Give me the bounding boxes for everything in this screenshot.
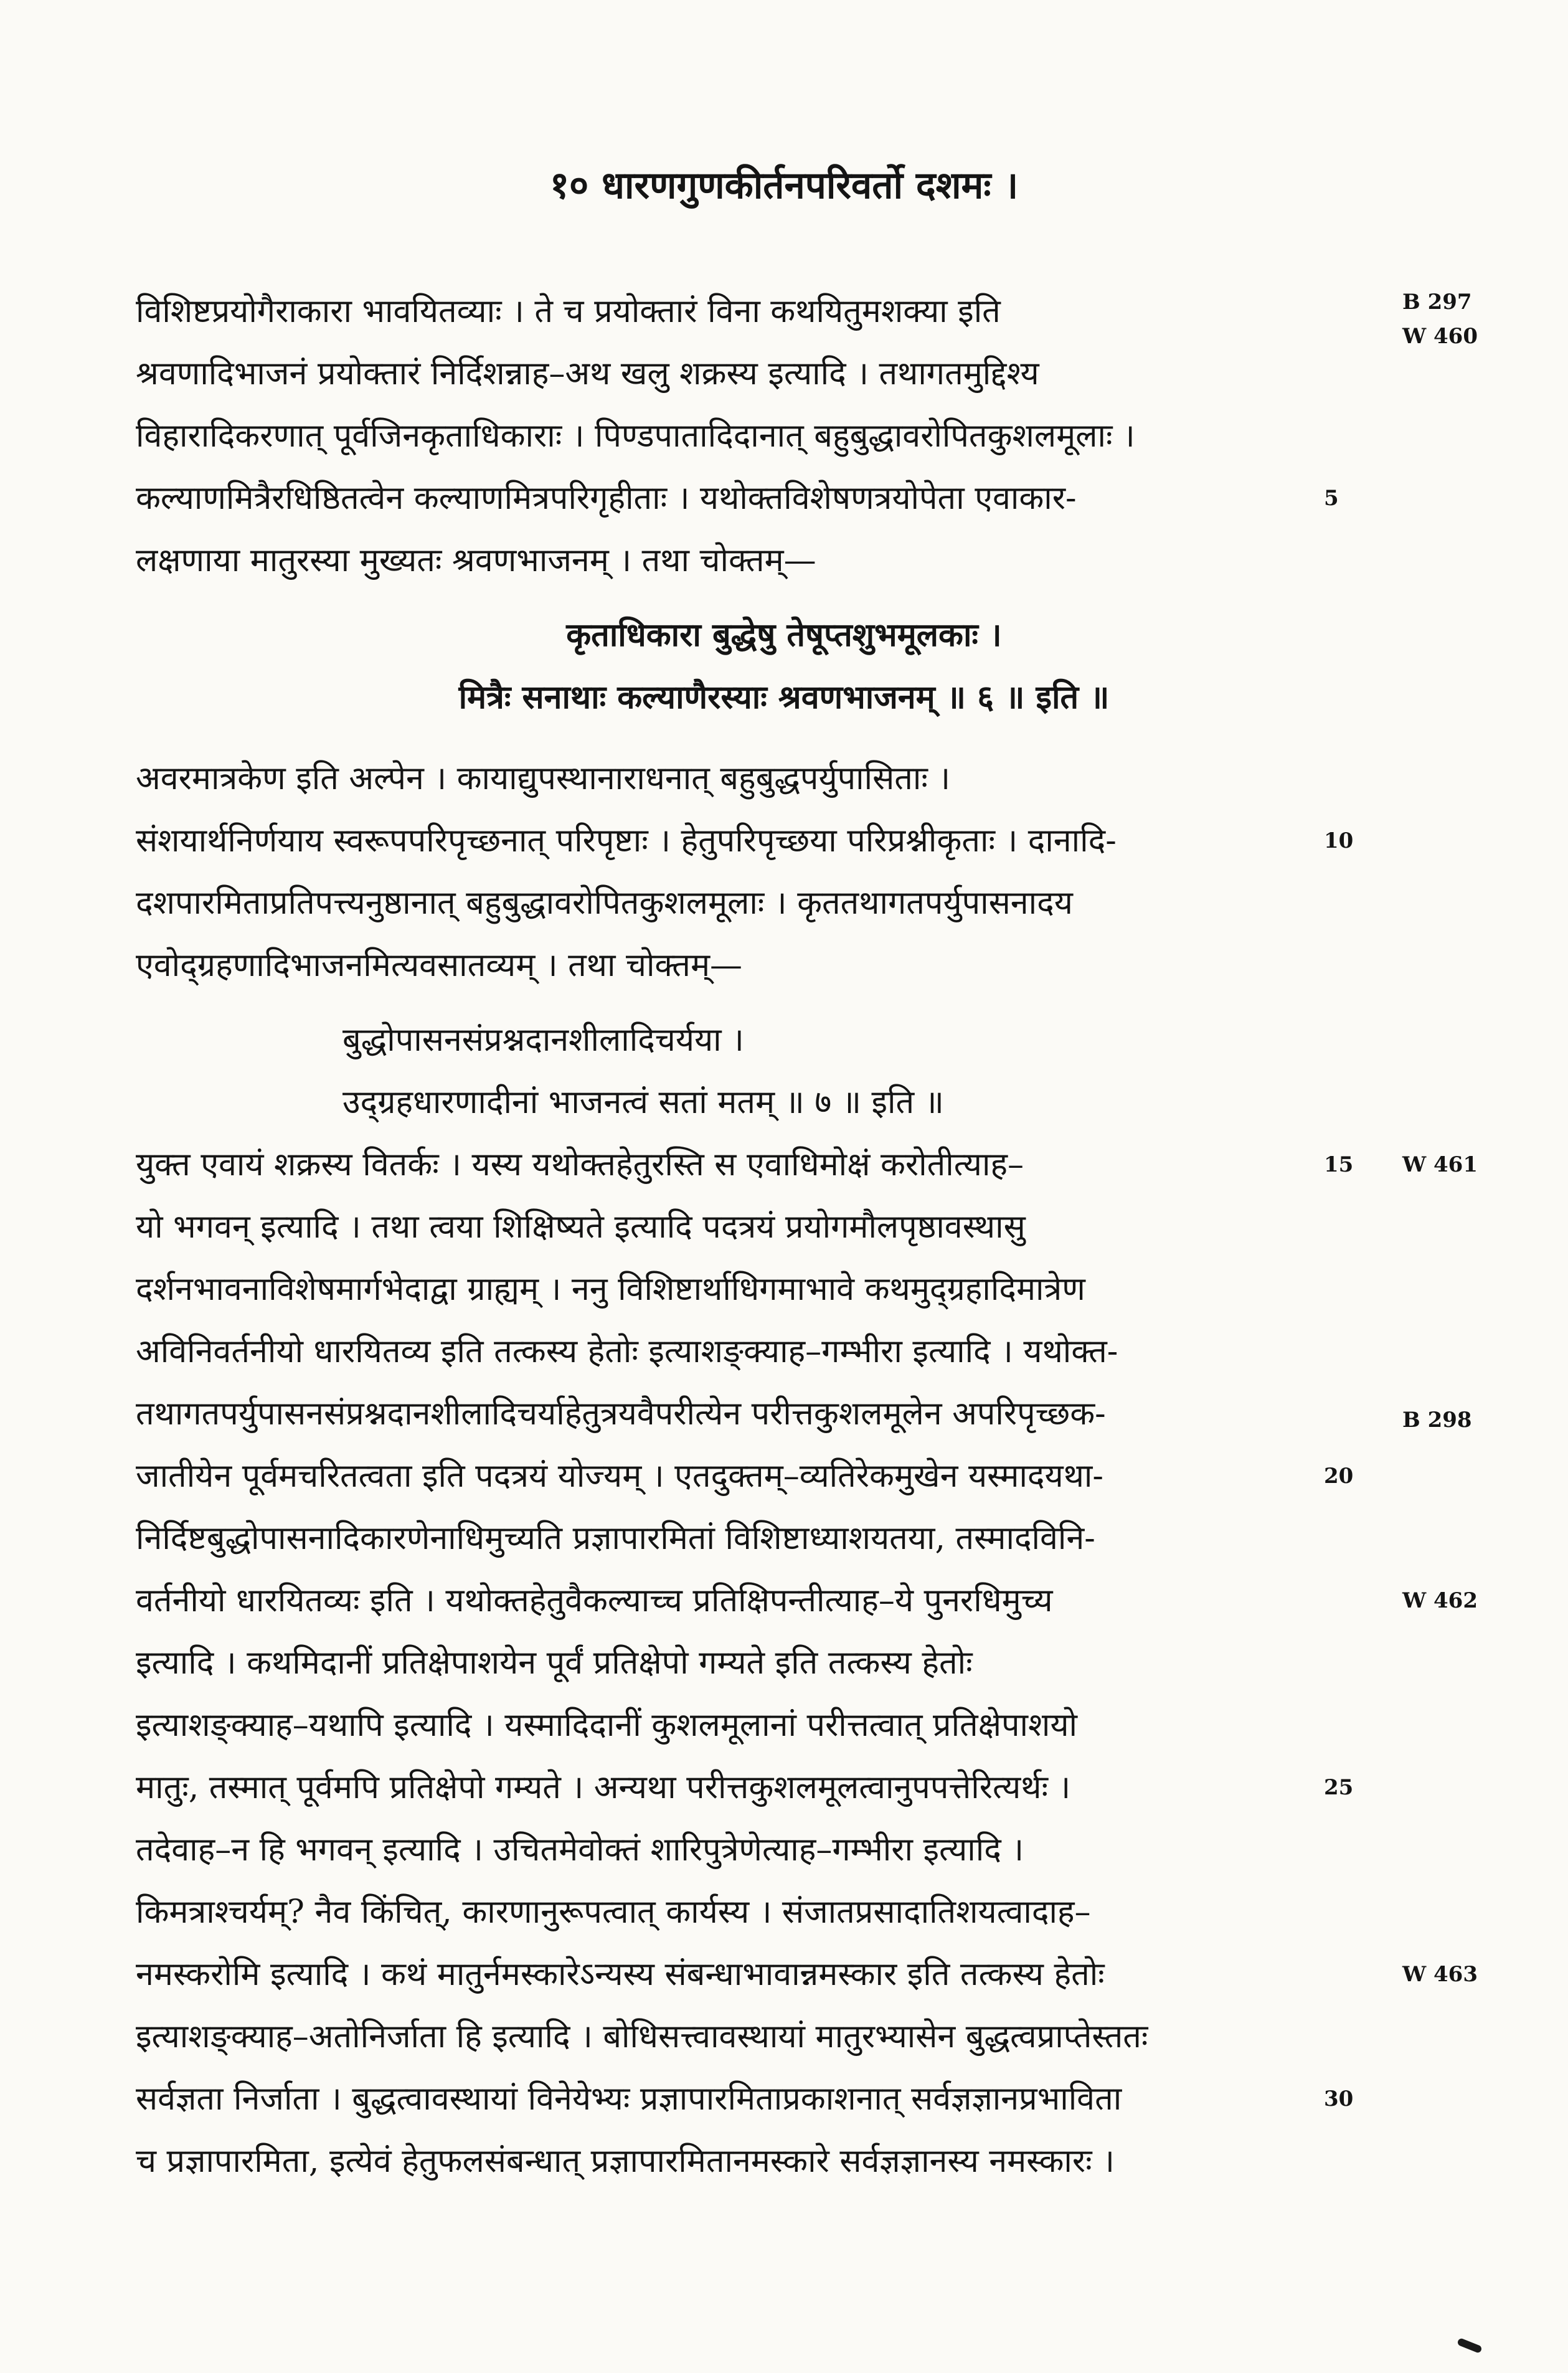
text-line: निर्दिष्टबुद्धोपासनादिकारणेनाधिमुच्यति प्रज्ञापारमितां विशिष्टाध्याशयतया, तस्मादविनि-: [136, 1520, 1095, 1557]
verse-line: मित्रैः सनाथाः कल्याणैरस्याः श्रवणभाजनम् ॥ ६ ॥ इति ॥: [458, 678, 1110, 716]
page-title: १० धारणगुणकीर्तनपरिवर्तो दशमः ।: [549, 164, 1019, 207]
ink-mark: [1457, 2337, 1483, 2354]
margin-reference: W 462: [1402, 1588, 1478, 1613]
text-line: वर्तनीयो धारयितव्यः इति । यथोक्तहेतुवैकल्याच्च प्रतिक्षिपन्तीत्याह–ये पुनरधिमुच्य: [136, 1582, 1053, 1619]
text-line: नमस्करोमि इत्यादि । कथं मातुर्नमस्कारेऽन्यस्य संबन्धाभावान्नमस्कार इति तत्कस्य हेतोः: [136, 1956, 1105, 1993]
text-line: कल्याणमित्रैरधिष्ठितत्वेन कल्याणमित्रपरिगृहीताः । यथोक्तविशेषणत्रयोपेता एवाकार-: [136, 480, 1077, 517]
line-number: 25: [1324, 1775, 1354, 1800]
text-line: इत्याशङ्क्याह–अतोनिर्जाता हि इत्यादि । बोधिसत्त्वावस्थायां मातुरभ्यासेन बुद्धत्वप्राप्तेस्ततः: [136, 2018, 1148, 2055]
text-line: श्रवणादिभाजनं प्रयोक्तारं निर्दिशन्नाह–अथ खलु शक्रस्य इत्यादि । तथागतमुद्दिश्य: [136, 355, 1039, 392]
text-line: मातुः, तस्मात् पूर्वमपि प्रतिक्षेपो गम्यते । अन्यथा परीत्तकुशलमूलत्वानुपपत्तेरित्यर्थः ।: [136, 1769, 1071, 1806]
verse-line: बुद्धोपासनसंप्रश्नदानशीलादिचर्यया ।: [342, 1021, 744, 1059]
text-line: तथागतपर्युपासनसंप्रश्नदानशीलादिचर्याहेतुत्रयवैपरीत्येन परीत्तकुशलमूलेन अपरिपृच्छक-: [136, 1395, 1106, 1433]
margin-reference: B 298: [1402, 1408, 1472, 1433]
text-line: अविनिवर्तनीयो धारयितव्य इति तत्कस्य हेतोः इत्याशङ्क्याह–गम्भीरा इत्यादि । यथोक्त-: [136, 1333, 1118, 1370]
text-line: लक्षणाया मातुरस्या मुख्यतः श्रवणभाजनम् । तथा चोक्तम्—: [136, 542, 816, 579]
margin-reference: W 460: [1402, 324, 1478, 349]
line-number: 30: [1324, 2086, 1354, 2111]
line-number: 15: [1324, 1152, 1354, 1177]
text-line: सर्वज्ञता निर्जाता । बुद्धत्वावस्थायां विनेयेभ्यः प्रज्ञापारमिताप्रकाशनात् सर्वज्ञज्ञानप्रभाविता: [136, 2080, 1122, 2118]
text-line: इत्याशङ्क्याह–यथापि इत्यादि । यस्मादिदानीं कुशलमूलानां परीत्तत्वात् प्रतिक्षेपाशयो: [136, 1707, 1077, 1744]
text-line: अवरमात्रकेण इति अल्पेन । कायाद्युपस्थानाराधनात् बहुबुद्धपर्युपासिताः ।: [136, 760, 951, 797]
text-line: किमत्राश्चर्यम्? नैव किंचित्, कारणानुरूपत्वात् कार्यस्य । संजातप्रसादातिशयत्वादाह–: [136, 1893, 1091, 1931]
verse-line: कृताधिकारा बुद्धेषु तेषूप्तशुभमूलकाः ।: [566, 616, 1002, 654]
text-line: च प्रज्ञापारमिता, इत्येवं हेतुफलसंबन्धात् प्रज्ञापारमितानमस्कारे सर्वज्ञज्ञानस्य नमस्कारः ।: [136, 2143, 1115, 2180]
verse-line: उद्ग्रहधारणादीनां भाजनत्वं सतां मतम् ॥ ७ ॥ इति ॥: [342, 1084, 944, 1121]
text-line: तदेवाह–न हि भगवन् इत्यादि । उचितमेवोक्तं शारिपुत्रेणेत्याह–गम्भीरा इत्यादि ।: [136, 1831, 1024, 1869]
line-number: 20: [1324, 1464, 1354, 1489]
text-line: यो भगवन् इत्यादि । तथा त्वया शिक्षिष्यते इत्यादि पदत्रयं प्रयोगमौलपृष्ठावस्थासु: [136, 1208, 1026, 1246]
text-line: विहारादिकरणात् पूर्वजिनकृताधिकाराः । पिण्डपातादिदानात् बहुबुद्धावरोपितकुशलमूलाः ।: [136, 417, 1135, 455]
text-line: जातीयेन पूर्वमचरितत्वता इति पदत्रयं योज्यम् । एतदुक्तम्–व्यतिरेकमुखेन यस्मादयथा-: [136, 1457, 1103, 1495]
text-line: विशिष्टप्रयोगैराकारा भावयितव्याः । ते च प्रयोक्तारं विना कथयितुमशक्या इति: [136, 293, 1001, 330]
text-line: युक्त एवायं शक्रस्य वितर्कः । यस्य यथोक्तहेतुरस्ति स एवाधिमोक्षं करोतीत्याह–: [136, 1146, 1024, 1183]
text-line: संशयार्थनिर्णयाय स्वरूपपरिपृच्छनात् परिपृष्टाः । हेतुपरिपृच्छया परिप्रश्नीकृताः । दानादि-: [136, 822, 1117, 860]
margin-reference: W 461: [1402, 1152, 1478, 1177]
text-line: दशपारमिताप्रतिपत्त्यनुष्ठानात् बहुबुद्धावरोपितकुशलमूलाः । कृततथागतपर्युपासनादय: [136, 884, 1073, 922]
margin-reference: B 297: [1402, 290, 1472, 315]
text-line: दर्शनभावनाविशेषमार्गभेदाद्वा ग्राह्यम् । ननु विशिष्टार्थाधिगमाभावे कथमुद्ग्रहादिमात्रेण: [136, 1271, 1085, 1308]
line-number: 5: [1324, 486, 1339, 511]
margin-reference: W 463: [1402, 1962, 1478, 1987]
text-line: एवोद्ग्रहणादिभाजनमित्यवसातव्यम् । तथा चोक्तम्—: [136, 947, 743, 984]
text-line: इत्यादि । कथमिदानीं प्रतिक्षेपाशयेन पूर्वं प्रतिक्षेपो गम्यते इति तत्कस्य हेतोः: [136, 1644, 973, 1682]
line-number: 10: [1324, 828, 1354, 853]
